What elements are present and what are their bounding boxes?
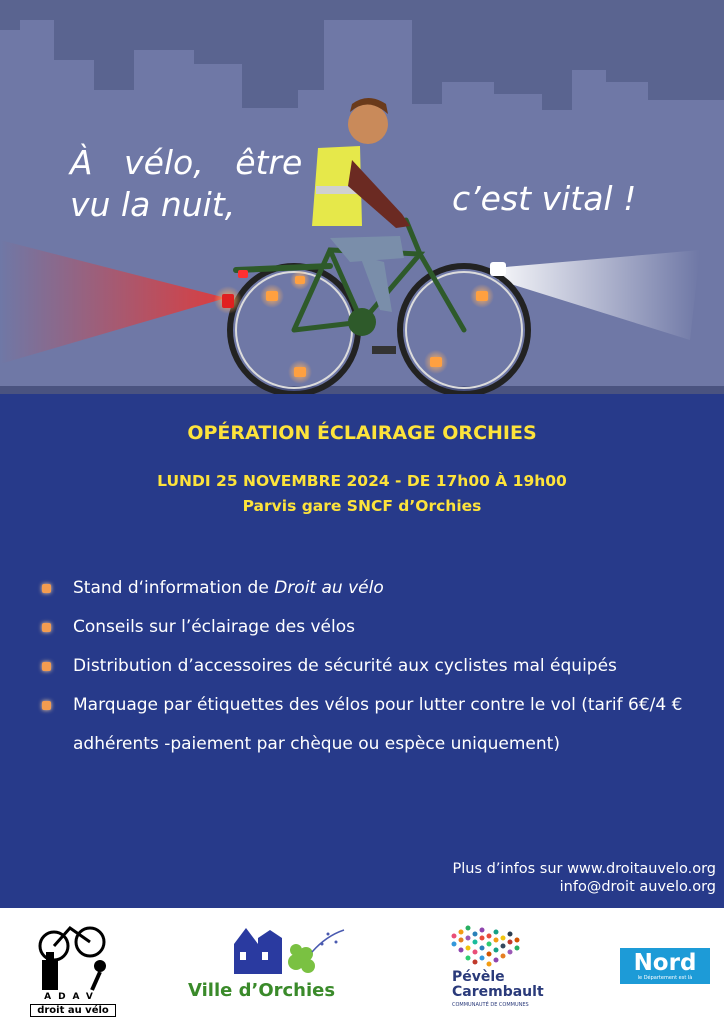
email-link[interactable]: info@droit auvelo.org	[559, 879, 716, 895]
bullet-icon	[42, 701, 51, 710]
activity-text: Marquage par étiquettes des vélos pour lutter contre le vol (tarif 6€/4 € adhérents -paiement par chèque ou espèce uniquement)	[73, 695, 683, 754]
list-item	[40, 647, 700, 686]
list-item	[40, 569, 700, 608]
chainring	[348, 308, 376, 336]
nord-subtitle: le Département est là	[637, 975, 693, 981]
list-item	[40, 686, 700, 764]
event-date: LUNDI 25 NOVEMBRE 2024 - DE 17h00 À 19h00	[157, 472, 567, 490]
pevele-name	[452, 970, 544, 1000]
pevele-name-line2: Carembault	[452, 984, 544, 1000]
bullet-icon	[42, 584, 51, 593]
event-title: OPÉRATION ÉCLAIRAGE ORCHIES	[187, 422, 537, 444]
contact-info	[452, 860, 716, 896]
adav-subtitle: droit au vélo	[30, 1004, 116, 1017]
activity-text: Stand d‘information de	[73, 578, 275, 598]
website-link[interactable]: Plus d’infos sur www.droitauvelo.org	[452, 861, 716, 877]
adav-label: ADAV	[44, 992, 100, 1002]
hero-illustration	[0, 0, 724, 394]
activity-text: Distribution d’accessoires de sécurité aux cyclistes mal équipés	[73, 656, 617, 676]
list-item	[40, 608, 700, 647]
bullet-icon	[42, 623, 51, 632]
event-place: Parvis gare SNCF d’Orchies	[242, 497, 482, 515]
partner-logos-bar	[0, 908, 724, 1024]
nord-logo	[620, 948, 710, 984]
pevele-logo	[0, 908, 560, 1024]
orchies-name: Ville d’Orchies	[188, 980, 336, 1001]
pevele-dots-icon	[0, 908, 560, 970]
pevele-subtitle: COMMUNAUTÉ DE COMMUNES	[452, 1002, 529, 1008]
bullet-icon	[42, 662, 51, 671]
activity-text: Conseils sur l’éclairage des vélos	[73, 617, 355, 637]
nord-name: Nord	[633, 950, 697, 976]
event-info-panel	[0, 394, 724, 908]
slogan-line-right: c’est vital !	[452, 179, 637, 218]
activities-list	[40, 569, 700, 764]
slogan-line-left: À vélo, être vu la nuit,	[70, 143, 303, 224]
pevele-name-line1: Pévèle	[452, 969, 505, 985]
activity-emphasis: Droit au vélo	[274, 578, 384, 598]
